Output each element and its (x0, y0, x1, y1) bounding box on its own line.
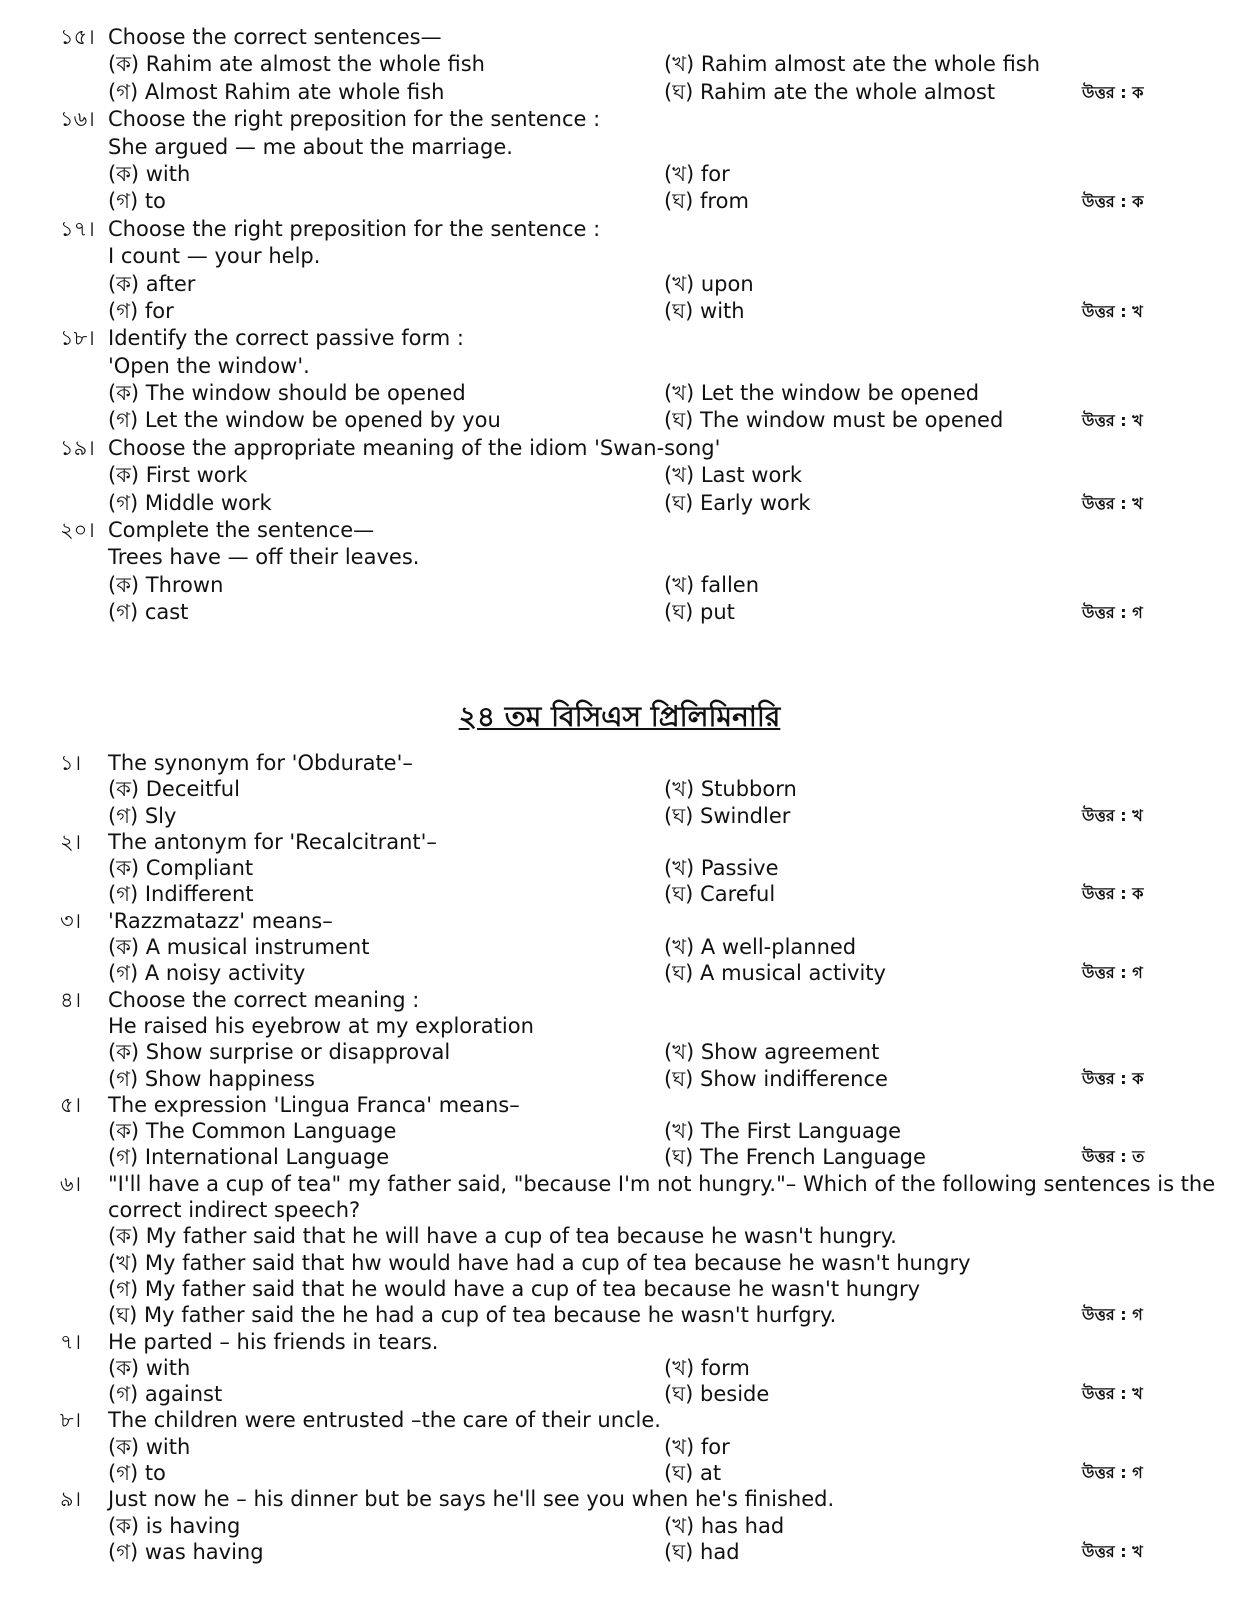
question-text: The children were entrusted –the care of their uncle. (108, 1408, 661, 1433)
answer-label: উত্তর : খ (1082, 411, 1143, 431)
option: (খ) for (664, 1434, 730, 1459)
question-text: He raised his eyebrow at my exploration (108, 1013, 534, 1038)
option: (ক) Rahim ate almost the whole fish (108, 52, 485, 77)
option-line (0, 1066, 1239, 1092)
question-item (0, 908, 1239, 987)
question-line (0, 1092, 1239, 1118)
question-item (0, 216, 1239, 326)
option: (খ) A well-planned (664, 935, 857, 960)
question-line (0, 1329, 1239, 1355)
section-title: ২৪ তম বিসিএস প্রিলিমিনারি (458, 700, 781, 733)
question-text: Choose the correct sentences— (108, 25, 442, 49)
question-number: ৭। (60, 1329, 82, 1354)
question-line (0, 1407, 1239, 1433)
question-line (0, 216, 1239, 243)
question-text: Identify the correct passive form : (108, 326, 464, 351)
question-line (0, 435, 1239, 462)
option: (ক) The window should be opened (108, 381, 466, 406)
option: (ক) with (108, 161, 191, 186)
option: (গ) Indifferent (108, 882, 254, 907)
question-number: ৫। (60, 1092, 82, 1117)
question-text: The antonym for 'Recalcitrant'– (108, 829, 437, 854)
answer-label: উত্তর : ত (1082, 1147, 1145, 1167)
question-line (0, 325, 1239, 352)
question-text: 'Open the window'. (108, 353, 310, 378)
option: (গ) was having (108, 1539, 264, 1564)
question-line (0, 1013, 1239, 1039)
option: (খ) My father said that hw would have had a cup of tea because he wasn't hungry (108, 1250, 971, 1275)
question-number: ৬। (60, 1171, 82, 1196)
option: (ক) First work (108, 463, 248, 488)
question-item (0, 325, 1239, 435)
option: (ঘ) beside (664, 1382, 770, 1407)
option: (ঘ) Rahim ate the whole almost (664, 79, 996, 104)
option: (ক) Show surprise or disapproval (108, 1040, 451, 1065)
option: (খ) Last work (664, 463, 803, 488)
option: (ঘ) Swindler (664, 803, 791, 828)
question-line (0, 517, 1239, 544)
question-number: ১৫। (60, 25, 95, 49)
option-line (0, 1039, 1239, 1065)
answer-label: উত্তর : খ (1082, 493, 1143, 513)
question-text: Choose the right preposition for the sentence : (108, 216, 601, 241)
option: (ঘ) with (664, 298, 745, 323)
section-previous-exam (0, 24, 1239, 627)
option: (খ) has had (664, 1513, 785, 1538)
answer-label: উত্তর : খ (1082, 301, 1143, 321)
option: (গ) for (108, 298, 174, 323)
answer-label: উত্তর : গ (1082, 1463, 1143, 1483)
question-text: She argued — me about the marriage. (108, 134, 513, 159)
question-item (0, 106, 1239, 216)
question-number: ১৮। (60, 326, 95, 351)
question-text: Choose the correct meaning : (108, 987, 420, 1012)
answer-label: উত্তর : খ (1082, 805, 1143, 825)
question-item (0, 1329, 1239, 1408)
option: (ক) with (108, 1355, 191, 1380)
option-line (0, 572, 1239, 599)
question-text: correct indirect speech? (108, 1198, 361, 1223)
answer-label: উত্তর : গ (1082, 963, 1143, 983)
option: (গ) My father said that he would have a cup of tea because he wasn't hungry (108, 1276, 921, 1301)
option: (গ) Sly (108, 803, 177, 828)
option: (খ) Show agreement (664, 1040, 880, 1065)
question-text: He parted – his friends in tears. (108, 1329, 439, 1354)
question-line (0, 1171, 1239, 1197)
option: (খ) fallen (664, 572, 760, 597)
option: (খ) for (664, 161, 730, 186)
option-line (0, 1355, 1239, 1381)
question-number: ১৯। (60, 435, 95, 460)
option: (খ) The First Language (664, 1119, 902, 1144)
option: (ক) Compliant (108, 856, 254, 881)
option: (ঘ) Careful (664, 882, 776, 907)
option: (ঘ) had (664, 1539, 740, 1564)
question-number: ১৬। (60, 107, 95, 132)
option-line (0, 407, 1239, 434)
question-number: ১৭। (60, 216, 95, 241)
option-line (0, 803, 1239, 829)
option-line (0, 1223, 1239, 1249)
option: (গ) to (108, 189, 166, 214)
option: (ঘ) The window must be opened (664, 408, 1004, 433)
option: (খ) upon (664, 271, 754, 296)
question-number: ২। (60, 829, 82, 854)
option-line (0, 855, 1239, 881)
option-line (0, 1434, 1239, 1460)
question-number: ২০। (60, 518, 95, 543)
question-text: The expression 'Lingua Franca' means– (108, 1092, 520, 1117)
option: (গ) to (108, 1461, 166, 1486)
answer-label: উত্তর : গ (1082, 603, 1143, 623)
option: (গ) Let the window be opened by you (108, 408, 501, 433)
option: (ঘ) Early work (664, 490, 811, 515)
option-line (0, 1513, 1239, 1539)
question-number: ৯। (60, 1487, 82, 1512)
answer-label: উত্তর : খ (1082, 1541, 1143, 1561)
question-number: ৮। (60, 1408, 82, 1433)
option: (ঘ) The French Language (664, 1145, 926, 1170)
question-text: The synonym for 'Obdurate'– (108, 751, 413, 775)
answer-label: উত্তর : ক (1082, 1068, 1144, 1088)
question-item (0, 517, 1239, 627)
option-line (0, 934, 1239, 960)
question-line (0, 544, 1239, 571)
option-line (0, 776, 1239, 802)
question-line (0, 908, 1239, 934)
question-item (0, 750, 1239, 829)
answer-label: উত্তর : ক (1082, 192, 1144, 212)
option-line (0, 1144, 1239, 1170)
option: (খ) Let the window be opened (664, 381, 980, 406)
option-line (0, 490, 1239, 517)
option: (ক) Deceitful (108, 777, 240, 802)
option-line (0, 271, 1239, 298)
option: (ক) after (108, 271, 196, 296)
option-line (0, 79, 1239, 106)
option-line (0, 298, 1239, 325)
option-line (0, 1250, 1239, 1276)
option: (ঘ) My father said the he had a cup of tea because he wasn't hurfgry. (108, 1303, 837, 1328)
option: (গ) Almost Rahim ate whole fish (108, 79, 445, 104)
option: (গ) Show happiness (108, 1066, 315, 1091)
option: (গ) A noisy activity (108, 961, 306, 986)
option: (ক) The Common Language (108, 1119, 397, 1144)
option: (ঘ) put (664, 600, 735, 625)
question-text: Just now he – his dinner but be says he'll see you when he's finished. (108, 1487, 835, 1512)
question-number: ১। (60, 751, 82, 775)
question-line (0, 243, 1239, 270)
question-text: Complete the sentence— (108, 518, 375, 543)
question-line (0, 829, 1239, 855)
option: (গ) cast (108, 600, 189, 625)
option: (ক) My father said that he will have a cup of tea because he wasn't hungry. (108, 1224, 897, 1249)
answer-label: উত্তর : ক (1082, 884, 1144, 904)
question-line (0, 1197, 1239, 1223)
question-item (0, 24, 1239, 106)
option-line (0, 1118, 1239, 1144)
question-line (0, 1486, 1239, 1512)
question-line (0, 134, 1239, 161)
question-text: "I'll have a cup of tea" my father said, "because I'm not hungry."– Which of the following sentences is the (108, 1171, 1216, 1196)
option-line (0, 51, 1239, 78)
option-line (0, 1539, 1239, 1565)
question-item (0, 987, 1239, 1092)
question-line (0, 987, 1239, 1013)
question-text: Choose the appropriate meaning of the idiom 'Swan-song' (108, 435, 721, 460)
question-line (0, 750, 1239, 776)
question-item (0, 1092, 1239, 1171)
option-line (0, 881, 1239, 907)
option-line (0, 1302, 1239, 1328)
question-item (0, 1407, 1239, 1486)
option-line (0, 462, 1239, 489)
option: (ক) A musical instrument (108, 935, 370, 960)
option: (খ) form (664, 1355, 750, 1380)
option-line (0, 380, 1239, 407)
option: (ঘ) A musical activity (664, 961, 886, 986)
option-line (0, 960, 1239, 986)
option: (ঘ) Show indifference (664, 1066, 888, 1091)
section-24th-bcs (0, 750, 1239, 1565)
question-number: ৩। (60, 908, 82, 933)
option: (খ) Passive (664, 856, 779, 881)
option-line (0, 188, 1239, 215)
option-line (0, 1381, 1239, 1407)
option: (ক) Thrown (108, 572, 224, 597)
option: (গ) against (108, 1382, 223, 1407)
question-text: Trees have — off their leaves. (108, 545, 420, 570)
question-number: ৪। (60, 987, 82, 1012)
question-text: Choose the right preposition for the sentence : (108, 107, 601, 132)
answer-label: উত্তর : গ (1082, 1305, 1143, 1325)
option: (গ) International Language (108, 1145, 390, 1170)
answer-label: উত্তর : ক (1082, 82, 1144, 102)
option-line (0, 1276, 1239, 1302)
option: (ঘ) at (664, 1461, 722, 1486)
question-line (0, 24, 1239, 51)
option: (গ) Middle work (108, 490, 272, 515)
option-line (0, 599, 1239, 626)
option: (ক) is having (108, 1513, 241, 1538)
option-line (0, 161, 1239, 188)
question-line (0, 106, 1239, 133)
option: (খ) Rahim almost ate the whole fish (664, 52, 1041, 77)
question-line (0, 353, 1239, 380)
question-text: I count — your help. (108, 244, 321, 269)
answer-label: উত্তর : খ (1082, 1384, 1143, 1404)
option: (ঘ) from (664, 189, 749, 214)
option: (খ) Stubborn (664, 777, 797, 802)
question-text: 'Razzmatazz' means– (108, 908, 333, 933)
option-line (0, 1460, 1239, 1486)
question-item (0, 1486, 1239, 1565)
question-item (0, 1171, 1239, 1329)
option: (ক) with (108, 1434, 191, 1459)
question-item (0, 829, 1239, 908)
question-item (0, 435, 1239, 517)
